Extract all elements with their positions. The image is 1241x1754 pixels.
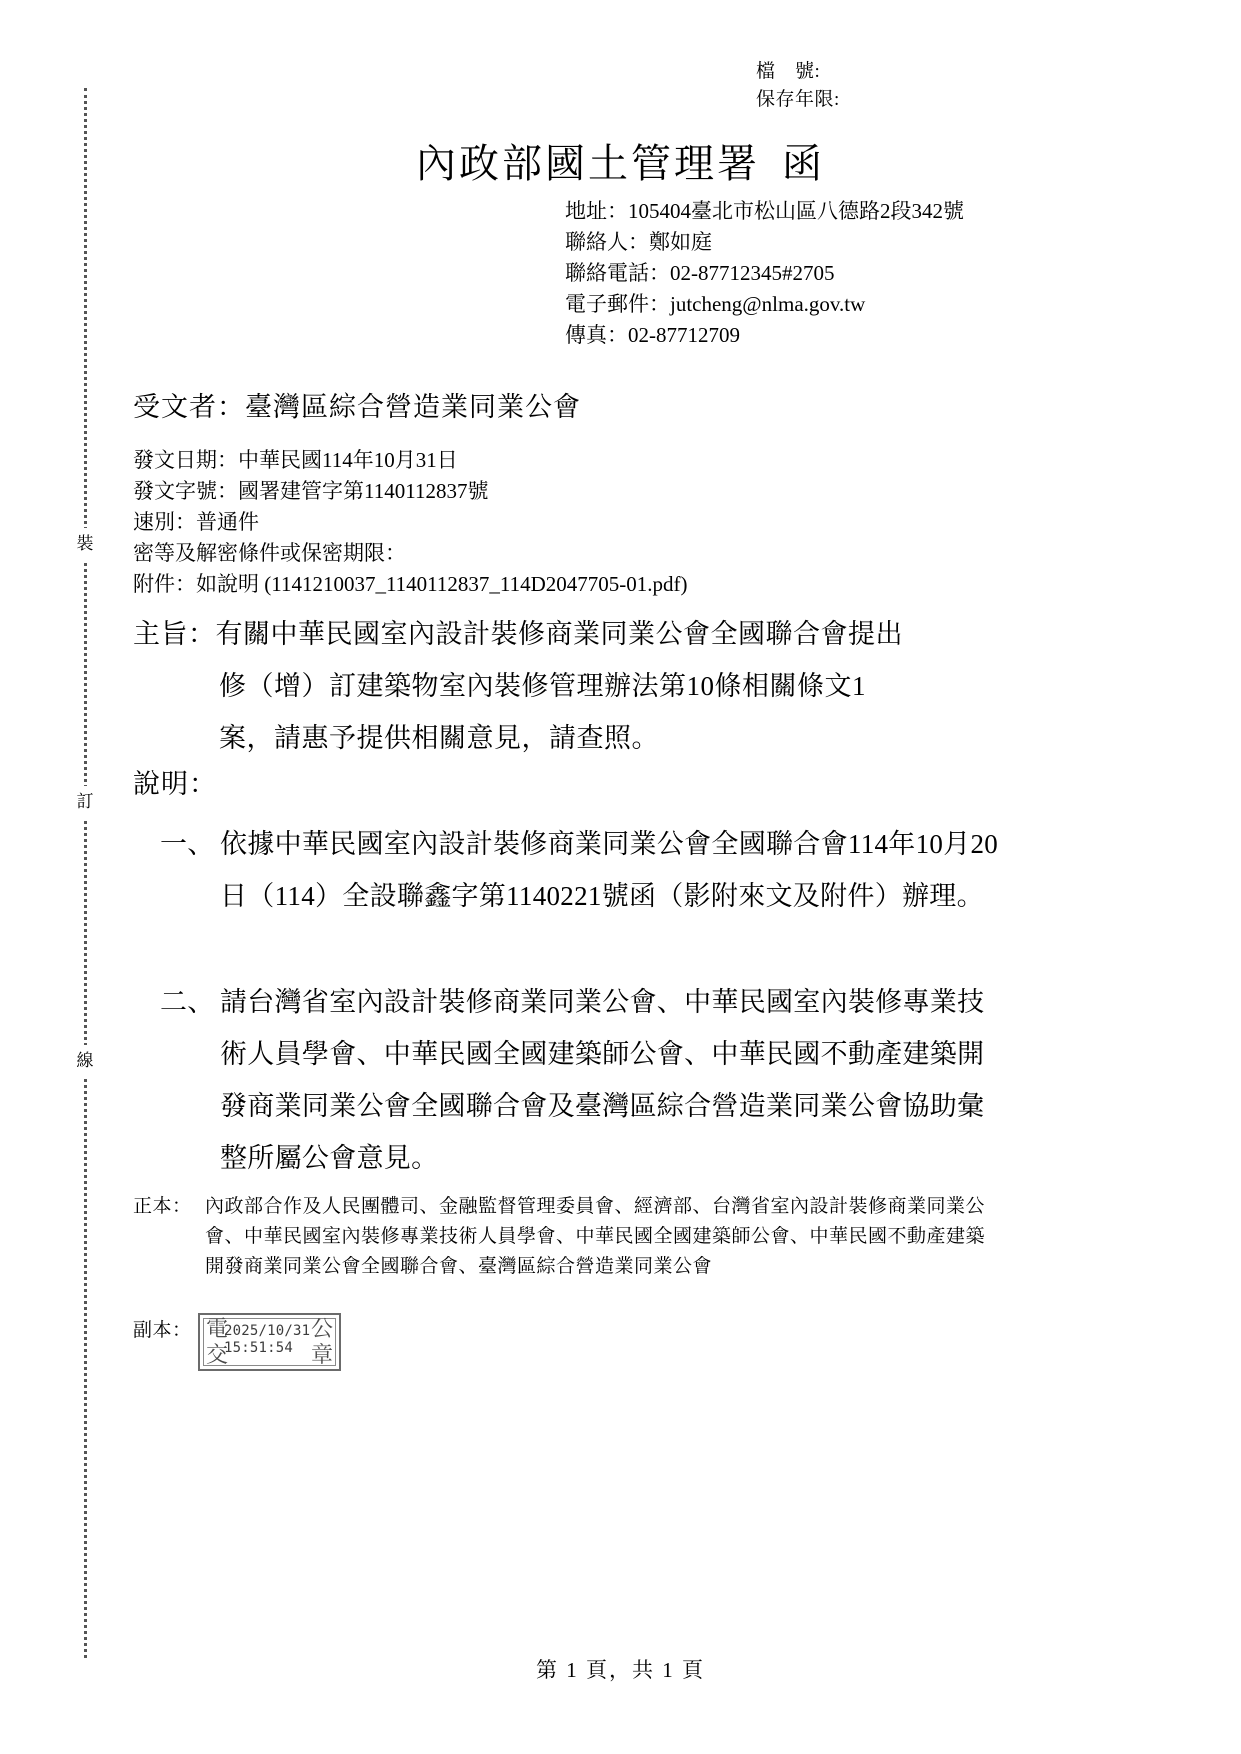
item-number-2: 二、	[160, 987, 215, 1017]
contact-block	[565, 196, 1035, 351]
stamp-datetime	[224, 1323, 310, 1357]
distribution-copy-label: 副本：	[133, 1320, 192, 1341]
rail-label-bind: 裝	[71, 528, 99, 560]
stamp-date: 2025/10/31	[224, 1323, 311, 1339]
subject-line-1: 有關中華民國室內設計裝修商業同業公會全國聯合會提出	[215, 619, 903, 649]
document-number: 發文字號：國署建管字第1140112837號	[133, 479, 489, 503]
document-type: 函	[782, 141, 825, 187]
stamp-char-bottom-left: 交	[206, 1343, 229, 1368]
contact-email: 電子郵件：jutcheng@nlma.gov.tw	[565, 292, 866, 316]
archive-meta	[756, 58, 840, 114]
contact-phone: 聯絡電話：02-87712345#2705	[565, 261, 835, 285]
subject-line-2: 修（增）訂建築物室內裝修管理辦法第10條相關條文1	[219, 671, 866, 701]
subject-block	[133, 608, 1003, 764]
subject-line-3: 案，請惠予提供相關意見，請查照。	[219, 723, 659, 753]
issuing-agency: 內政部國土管理署	[416, 141, 760, 187]
stamp-time: 15:51:54	[224, 1340, 294, 1356]
explanation-label: 說明：	[133, 769, 217, 799]
stamp-char-bottom-right: 章	[310, 1343, 333, 1368]
distribution-main-text: 內政部合作及人民團體司、金融監督管理委員會、經濟部、台灣省室內設計裝修商業同業公會、中華民國室內裝修專業技術人員學會、中華民國全國建築師公會、中華民國不動產建築開發商業同業公會全國聯合會、臺灣區綜合營造業同業公會	[205, 1196, 986, 1277]
retention-period-label: 保存年限:	[756, 89, 840, 110]
distribution-main	[133, 1192, 1003, 1282]
page-footer: 第 1 頁，共 1 頁	[536, 1658, 705, 1682]
document-fields	[133, 445, 688, 600]
explanation-item-2	[160, 976, 1005, 1184]
rail-label-line: 線	[71, 1045, 99, 1077]
contact-address: 地址：105404臺北市松山區八德路2段342號	[565, 199, 964, 223]
explanation-item-1	[160, 818, 1005, 922]
attachment-field: 附件：如說明 (1141210037_1140112837_114D2047705-01.pdf)	[133, 572, 688, 596]
contact-fax: 傳真：02-87712709	[565, 323, 740, 347]
distribution-main-label: 正本：	[133, 1196, 192, 1217]
item-body-1: 依據中華民國室內設計裝修商業同業公會全國聯合會114年10月20日（114）全設聯鑫字第1140221號函（影附來文及附件）辦理。	[220, 829, 999, 911]
electronic-exchange-stamp	[198, 1313, 341, 1371]
subject-label: 主旨：	[133, 619, 216, 649]
item-number-1: 一、	[160, 829, 215, 859]
recipient-line: 受文者：臺灣區綜合營造業同業公會	[133, 392, 581, 422]
page-title	[0, 132, 1241, 189]
contact-person: 聯絡人：鄭如庭	[565, 230, 712, 254]
rail-label-staple: 訂	[71, 786, 99, 818]
archive-number-label: 檔 號:	[756, 61, 821, 82]
classification-level: 密等及解密條件或保密期限：	[133, 541, 406, 565]
stamp-char-top-right: 公	[310, 1317, 333, 1342]
issue-date: 發文日期：中華民國114年10月31日	[133, 448, 458, 472]
item-body-2: 請台灣省室內設計裝修商業同業公會、中華民國室內裝修專業技術人員學會、中華民國全國建築師公會、中華民國不動產建築開發商業同業公會全國聯合會及臺灣區綜合營造業同業公會協助彙整所屬公會意見。	[220, 987, 985, 1173]
speed-level: 速別：普通件	[133, 510, 259, 534]
stamp-char-top-left: 電	[206, 1317, 229, 1342]
binding-rail	[84, 88, 89, 1658]
